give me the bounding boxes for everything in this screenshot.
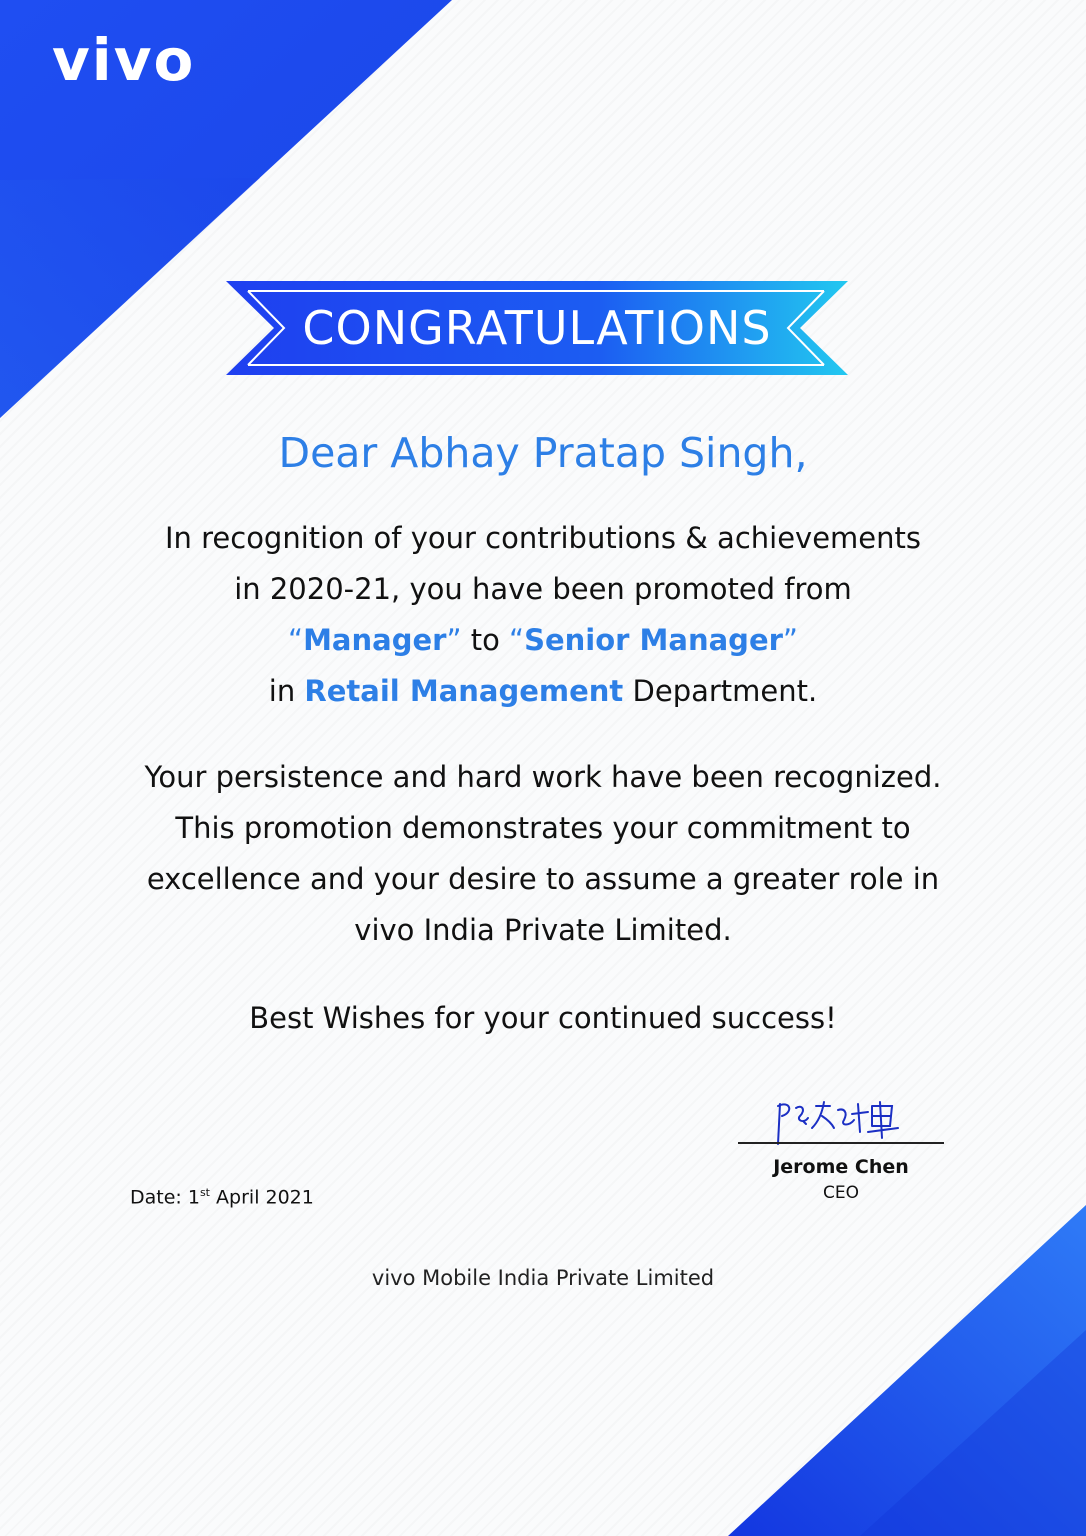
para1-line2: in 2020-21, you have been promoted from	[234, 572, 852, 606]
signatory-name: Jerome Chen	[773, 1156, 909, 1178]
department-suffix: Department.	[623, 674, 818, 708]
signatory-title: CEO	[823, 1183, 859, 1203]
issue-date	[130, 1178, 314, 1212]
signature-line	[738, 1142, 944, 1144]
closing-wishes: Best Wishes for your continued success!	[249, 1001, 837, 1035]
old-role: Manager	[303, 623, 447, 657]
vivo-logo: vivo	[52, 26, 196, 94]
in-word: in	[268, 674, 305, 708]
company-footer: vivo Mobile India Private Limited	[371, 1266, 715, 1290]
department-line	[0, 666, 1086, 717]
banner-title: CONGRATULATIONS	[302, 301, 772, 355]
para2-line4: vivo India Private Limited.	[354, 913, 732, 947]
salutation: Dear Abhay Pratap Singh,	[278, 429, 808, 477]
para2-line2: This promotion demonstrates your commitment to	[175, 811, 911, 845]
quote-mark: ”	[782, 623, 798, 657]
date-ordinal: st	[199, 1186, 210, 1199]
to-word: to	[461, 623, 510, 657]
date-label: Date: 1	[130, 1186, 200, 1209]
para2-line1: Your persistence and hard work have been recognized.	[144, 760, 942, 794]
recognition-paragraph	[0, 752, 1086, 956]
quote-mark: ”	[446, 623, 462, 657]
new-role: Senior Manager	[524, 623, 783, 657]
handwritten-signature	[768, 1098, 918, 1148]
quote-mark: “	[509, 623, 525, 657]
para2-line3: excellence and your desire to assume a greater role in	[146, 862, 940, 896]
department-name: Retail Management	[304, 674, 624, 708]
date-rest: April 2021	[210, 1186, 314, 1209]
promotion-paragraph	[0, 513, 1086, 717]
roles-line	[0, 615, 1086, 666]
quote-mark: “	[288, 623, 304, 657]
para1-line1: In recognition of your contributions & achievements	[164, 521, 922, 555]
